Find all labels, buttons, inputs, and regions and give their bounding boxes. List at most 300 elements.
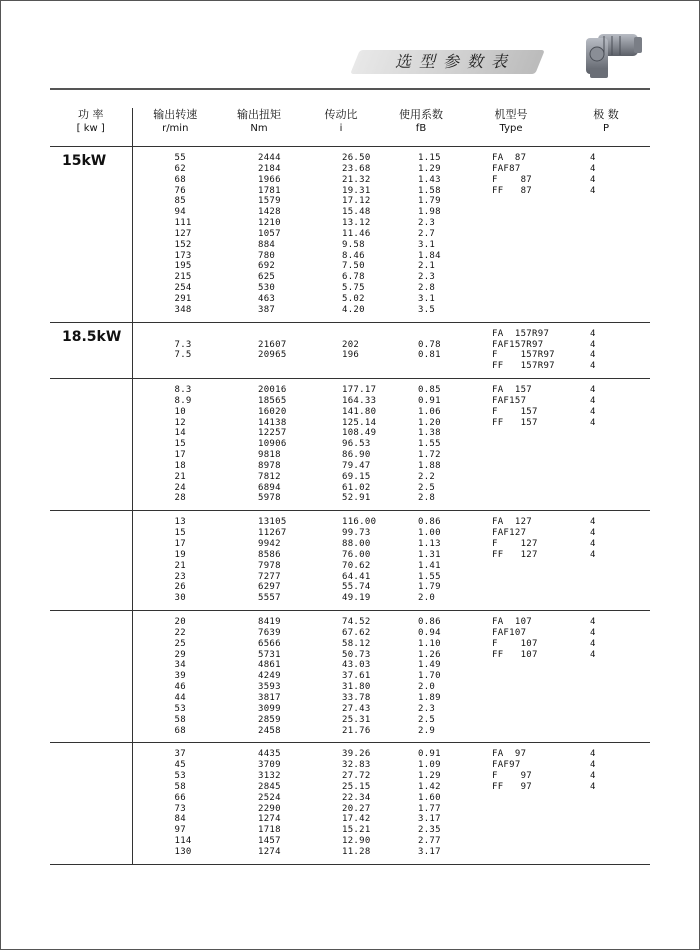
pole-count: 4 — [590, 163, 596, 174]
ratio-value: 5.02 — [342, 293, 365, 304]
torque-value: 8586 — [258, 549, 281, 560]
torque-value: 7277 — [258, 571, 281, 582]
factor-value: 1.10 — [418, 638, 441, 649]
speed-value: 23 — [174, 571, 186, 582]
value-list — [218, 379, 300, 510]
group-row — [50, 379, 650, 511]
torque-value: 1781 — [258, 185, 281, 196]
torque-value: 2290 — [258, 803, 281, 814]
ratio-value: 25.15 — [342, 781, 371, 792]
torque-column — [218, 379, 300, 511]
factor-value: 2.1 — [418, 261, 436, 272]
group-row — [50, 743, 650, 864]
torque-value: 2184 — [258, 163, 281, 174]
factor-value: 1.20 — [418, 417, 441, 428]
value-list — [300, 611, 382, 742]
poles-list — [562, 511, 650, 566]
pole-count: 4 — [590, 771, 596, 782]
factor-value: 2.0 — [418, 593, 436, 604]
speed-value: 173 — [174, 250, 192, 261]
torque-value: 9818 — [258, 450, 281, 461]
torque-value: 20965 — [258, 350, 287, 361]
value-list — [382, 743, 460, 863]
ratio-value: 20.27 — [342, 803, 371, 814]
poles-column — [562, 379, 650, 511]
type-list — [460, 147, 562, 202]
ratio-column — [300, 511, 382, 611]
torque-value: 4249 — [258, 671, 281, 682]
header-power: 功 率 [ kw ] — [50, 108, 132, 147]
factor-value: 0.86 — [418, 517, 441, 528]
speed-value: 130 — [174, 846, 192, 857]
poles-list — [562, 147, 650, 202]
pole-count: 4 — [590, 539, 596, 549]
factor-value: 1.49 — [418, 660, 441, 671]
ratio-value: 22.34 — [342, 792, 371, 803]
speed-value: 18 — [174, 460, 186, 471]
speed-value: 7.5 — [174, 350, 192, 361]
factor-value: 1.29 — [418, 163, 441, 174]
poles-list — [562, 379, 650, 434]
type-column — [460, 147, 562, 323]
factor-value: 1.72 — [418, 450, 441, 461]
torque-value: 6894 — [258, 482, 281, 493]
model-type: FAF107 — [492, 627, 527, 638]
ratio-value: 6.78 — [342, 272, 365, 283]
factor-value: 1.09 — [418, 760, 441, 771]
value-list — [133, 611, 219, 742]
ratio-value: 76.00 — [342, 549, 371, 560]
model-type: F 157 — [492, 406, 538, 417]
ratio-value: 37.61 — [342, 671, 371, 682]
model-type: FAF157 — [492, 395, 527, 406]
factor-value: 1.41 — [418, 560, 441, 571]
ratio-value: 27.43 — [342, 703, 371, 714]
factor-value: 1.38 — [418, 428, 441, 439]
torque-value — [258, 329, 300, 340]
factor-value: 2.5 — [418, 482, 436, 493]
type-list — [460, 511, 562, 566]
ratio-value: 11.28 — [342, 846, 371, 857]
power-cell — [50, 511, 132, 611]
torque-value: 530 — [258, 283, 276, 294]
factor-value — [418, 329, 460, 340]
torque-column — [218, 322, 300, 378]
ratio-value: 79.47 — [342, 460, 371, 471]
factor-value: 1.13 — [418, 539, 441, 549]
factor-value: 1.43 — [418, 174, 441, 185]
model-type: FAF157R97 — [492, 339, 544, 350]
model-type: FA 157 — [492, 385, 533, 396]
model-type: F 97 — [492, 771, 533, 782]
speed-value: 19 — [174, 549, 186, 560]
model-type: FA 157R97 — [492, 328, 550, 339]
speed-value: 45 — [174, 760, 186, 771]
ratio-value: 86.90 — [342, 450, 371, 461]
pole-count: 4 — [590, 617, 596, 628]
speed-value: 152 — [174, 239, 192, 250]
group-row — [50, 322, 650, 378]
speed-value: 8.3 — [174, 385, 192, 396]
speed-value: 44 — [174, 692, 186, 703]
speed-value: 195 — [174, 261, 192, 272]
torque-value: 16020 — [258, 406, 287, 417]
factor-column — [382, 147, 460, 323]
speed-value: 37 — [174, 749, 186, 760]
model-type: FF 157 — [492, 417, 538, 428]
speed-value: 12 — [174, 417, 186, 428]
torque-value: 884 — [258, 239, 276, 250]
speed-value: 94 — [174, 207, 186, 218]
poles-list — [562, 611, 650, 666]
speed-value: 114 — [174, 836, 192, 847]
factor-value: 1.84 — [418, 250, 441, 261]
ratio-column — [300, 379, 382, 511]
ratio-value: 8.46 — [342, 250, 365, 261]
pole-count: 4 — [590, 781, 596, 792]
torque-value: 2458 — [258, 725, 281, 736]
value-list — [133, 511, 219, 610]
ratio-value: 141.80 — [342, 406, 377, 417]
pole-count: 4 — [590, 760, 596, 771]
ratio-column — [300, 611, 382, 743]
model-type: FA 127 — [492, 517, 533, 528]
ratio-value: 5.75 — [342, 283, 365, 294]
model-type: FF 157R97 — [492, 361, 555, 372]
poles-column — [562, 511, 650, 611]
ratio-value: 25.31 — [342, 714, 371, 725]
ratio-value: 39.26 — [342, 749, 371, 760]
ratio-value: 17.42 — [342, 814, 371, 825]
torque-value: 5978 — [258, 493, 281, 504]
factor-value: 1.55 — [418, 439, 441, 450]
model-type: F 127 — [492, 539, 538, 549]
ratio-value: 4.20 — [342, 304, 365, 315]
speed-value: 15 — [174, 528, 186, 539]
value-list — [300, 323, 382, 368]
pole-count: 4 — [590, 395, 596, 406]
torque-value: 10906 — [258, 439, 287, 450]
ratio-value: 88.00 — [342, 539, 371, 549]
type-list — [460, 379, 562, 434]
value-list — [382, 379, 460, 510]
ratio-value: 32.83 — [342, 760, 371, 771]
speed-value: 20 — [174, 617, 186, 628]
header-row — [50, 108, 650, 147]
ratio-value: 116.00 — [342, 517, 377, 528]
factor-value: 1.58 — [418, 185, 441, 196]
pole-count: 4 — [590, 406, 596, 417]
torque-value: 8978 — [258, 460, 281, 471]
speed-column — [132, 743, 218, 864]
type-column — [460, 743, 562, 864]
torque-value: 1274 — [258, 846, 281, 857]
speed-value: 10 — [174, 406, 186, 417]
torque-value: 5731 — [258, 649, 281, 660]
ratio-value: 7.50 — [342, 261, 365, 272]
torque-value: 6297 — [258, 582, 281, 593]
ratio-value: 74.52 — [342, 617, 371, 628]
factor-value: 3.17 — [418, 814, 441, 825]
factor-value: 1.00 — [418, 528, 441, 539]
model-type: FAF127 — [492, 528, 527, 539]
speed-value: 21 — [174, 471, 186, 482]
speed-column — [132, 147, 218, 323]
ratio-column — [300, 322, 382, 378]
factor-value: 1.98 — [418, 207, 441, 218]
speed-value: 17 — [174, 539, 186, 549]
type-column — [460, 379, 562, 511]
factor-value: 0.94 — [418, 627, 441, 638]
speed-value: 58 — [174, 781, 186, 792]
torque-value: 387 — [258, 304, 276, 315]
speed-value: 8.9 — [174, 395, 192, 406]
speed-value: 53 — [174, 771, 186, 782]
poles-column — [562, 322, 650, 378]
torque-value: 12257 — [258, 428, 287, 439]
speed-value: 58 — [174, 714, 186, 725]
pole-count: 4 — [590, 361, 596, 372]
ratio-value: 11.46 — [342, 228, 371, 239]
model-type: FF 97 — [492, 781, 533, 792]
ratio-value — [342, 329, 382, 340]
torque-column — [218, 511, 300, 611]
factor-value: 1.06 — [418, 406, 441, 417]
torque-value: 2859 — [258, 714, 281, 725]
speed-value: 21 — [174, 560, 186, 571]
factor-column — [382, 743, 460, 864]
poles-list — [562, 743, 650, 798]
header-poles: 极 数 P — [562, 108, 650, 147]
value-list — [218, 323, 300, 368]
ratio-value: 64.41 — [342, 571, 371, 582]
factor-value: 2.77 — [418, 836, 441, 847]
value-list — [133, 743, 219, 863]
torque-column — [218, 743, 300, 864]
ratio-value: 202 — [342, 339, 360, 350]
factor-value: 3.17 — [418, 846, 441, 857]
speed-value: 68 — [174, 174, 186, 185]
ratio-value: 108.49 — [342, 428, 377, 439]
factor-value: 2.3 — [418, 272, 436, 283]
torque-value: 692 — [258, 261, 276, 272]
pole-count: 4 — [590, 185, 596, 196]
torque-column — [218, 611, 300, 743]
power-cell — [50, 611, 132, 743]
speed-value: 66 — [174, 792, 186, 803]
speed-value: 76 — [174, 185, 186, 196]
speed-value: 17 — [174, 450, 186, 461]
torque-value: 11267 — [258, 528, 287, 539]
speed-value: 85 — [174, 196, 186, 207]
value-list — [300, 379, 382, 510]
model-type: F 157R97 — [492, 350, 555, 361]
speed-value: 29 — [174, 649, 186, 660]
pole-count: 4 — [590, 153, 596, 163]
speed-value: 13 — [174, 517, 186, 528]
factor-value: 1.77 — [418, 803, 441, 814]
ratio-value: 52.91 — [342, 493, 371, 504]
torque-value: 4861 — [258, 660, 281, 671]
ratio-value: 17.12 — [342, 196, 371, 207]
torque-value: 14138 — [258, 417, 287, 428]
speed-value: 97 — [174, 825, 186, 836]
factor-column — [382, 322, 460, 378]
torque-value: 1579 — [258, 196, 281, 207]
ratio-value: 21.32 — [342, 174, 371, 185]
value-list — [133, 147, 219, 322]
factor-value: 2.3 — [418, 703, 436, 714]
ratio-value: 164.33 — [342, 395, 377, 406]
factor-value: 0.78 — [418, 339, 441, 350]
factor-value: 1.42 — [418, 781, 441, 792]
factor-column — [382, 511, 460, 611]
type-column — [460, 611, 562, 743]
ratio-value: 58.12 — [342, 638, 371, 649]
ratio-value: 196 — [342, 350, 360, 361]
ratio-value: 50.73 — [342, 649, 371, 660]
speed-value: 25 — [174, 638, 186, 649]
power-cell — [50, 743, 132, 864]
value-list — [133, 323, 219, 368]
torque-value: 5557 — [258, 593, 281, 604]
header-speed: 输出转速 r/min — [132, 108, 218, 147]
torque-value: 7978 — [258, 560, 281, 571]
header-factor: 使用系数 fB — [382, 108, 460, 147]
pole-count: 4 — [590, 328, 596, 339]
torque-column — [218, 147, 300, 323]
header-torque: 输出扭矩 Nm — [218, 108, 300, 147]
speed-value: 7.3 — [174, 339, 192, 350]
torque-value: 3099 — [258, 703, 281, 714]
model-type: FF 87 — [492, 185, 533, 196]
value-list — [300, 743, 382, 863]
value-list — [133, 379, 219, 510]
speed-value: 26 — [174, 582, 186, 593]
value-list — [382, 611, 460, 742]
torque-value: 9942 — [258, 539, 281, 549]
factor-value: 1.60 — [418, 792, 441, 803]
torque-value: 7812 — [258, 471, 281, 482]
torque-value: 2444 — [258, 153, 281, 163]
ratio-value: 19.31 — [342, 185, 371, 196]
factor-value: 1.15 — [418, 153, 441, 163]
torque-value: 3817 — [258, 692, 281, 703]
header-ratio: 传动比 i — [300, 108, 382, 147]
factor-value: 2.9 — [418, 725, 436, 736]
speed-column — [132, 511, 218, 611]
power-cell — [50, 322, 132, 378]
group-row — [50, 611, 650, 743]
torque-value: 780 — [258, 250, 276, 261]
pole-count: 4 — [590, 638, 596, 649]
ratio-value: 125.14 — [342, 417, 377, 428]
factor-value: 0.91 — [418, 395, 441, 406]
value-list — [218, 743, 300, 863]
torque-value: 3593 — [258, 682, 281, 693]
ratio-column — [300, 743, 382, 864]
speed-value: 68 — [174, 725, 186, 736]
torque-value: 1428 — [258, 207, 281, 218]
page-title: 选型参数表 — [394, 52, 515, 71]
value-list — [382, 323, 460, 368]
speed-column — [132, 611, 218, 743]
torque-value: 3709 — [258, 760, 281, 771]
factor-value: 2.5 — [418, 714, 436, 725]
ratio-value: 99.73 — [342, 528, 371, 539]
pole-count: 4 — [590, 517, 596, 528]
speed-value: 34 — [174, 660, 186, 671]
torque-value: 1718 — [258, 825, 281, 836]
model-type: FF 127 — [492, 549, 538, 560]
torque-value: 20016 — [258, 385, 287, 396]
ratio-value: 70.62 — [342, 560, 371, 571]
power-cell — [50, 147, 132, 323]
ratio-value: 27.72 — [342, 771, 371, 782]
factor-value: 1.70 — [418, 671, 441, 682]
speed-value: 62 — [174, 163, 186, 174]
factor-value: 1.89 — [418, 692, 441, 703]
value-list — [300, 511, 382, 610]
speed-value: 22 — [174, 627, 186, 638]
speed-value: 28 — [174, 493, 186, 504]
speed-value: 30 — [174, 593, 186, 604]
model-type: FA 97 — [492, 749, 527, 760]
ratio-value: 33.78 — [342, 692, 371, 703]
ratio-value: 15.21 — [342, 825, 371, 836]
torque-value: 463 — [258, 293, 276, 304]
torque-value: 4435 — [258, 749, 281, 760]
factor-value: 2.2 — [418, 471, 436, 482]
torque-value: 21607 — [258, 339, 287, 350]
factor-value: 0.81 — [418, 350, 441, 361]
poles-column — [562, 147, 650, 323]
speed-value: 84 — [174, 814, 186, 825]
ratio-value: 23.68 — [342, 163, 371, 174]
value-list — [382, 147, 460, 322]
pole-count: 4 — [590, 649, 596, 660]
pole-count: 4 — [590, 549, 596, 560]
torque-value: 6566 — [258, 638, 281, 649]
torque-value: 8419 — [258, 617, 281, 628]
factor-value: 2.35 — [418, 825, 441, 836]
type-list — [460, 743, 562, 798]
factor-value: 3.1 — [418, 293, 436, 304]
ratio-value: 31.80 — [342, 682, 371, 693]
value-list — [218, 611, 300, 742]
speed-value: 46 — [174, 682, 186, 693]
value-list — [382, 511, 460, 610]
torque-value: 1457 — [258, 836, 281, 847]
factor-value: 2.8 — [418, 283, 436, 294]
ratio-value: 15.48 — [342, 207, 371, 218]
torque-value: 1274 — [258, 814, 281, 825]
pole-count: 4 — [590, 627, 596, 638]
pole-count: 4 — [590, 339, 596, 350]
power-label: 15kW — [62, 153, 107, 169]
speed-value: 111 — [174, 218, 192, 229]
factor-value: 3.1 — [418, 239, 436, 250]
factor-value: 1.79 — [418, 582, 441, 593]
poles-column — [562, 611, 650, 743]
torque-value: 1210 — [258, 218, 281, 229]
speed-value: 15 — [174, 439, 186, 450]
speed-value — [175, 329, 219, 340]
value-list — [218, 147, 300, 322]
ratio-value: 61.02 — [342, 482, 371, 493]
factor-value: 0.86 — [418, 617, 441, 628]
ratio-value: 13.12 — [342, 218, 371, 229]
